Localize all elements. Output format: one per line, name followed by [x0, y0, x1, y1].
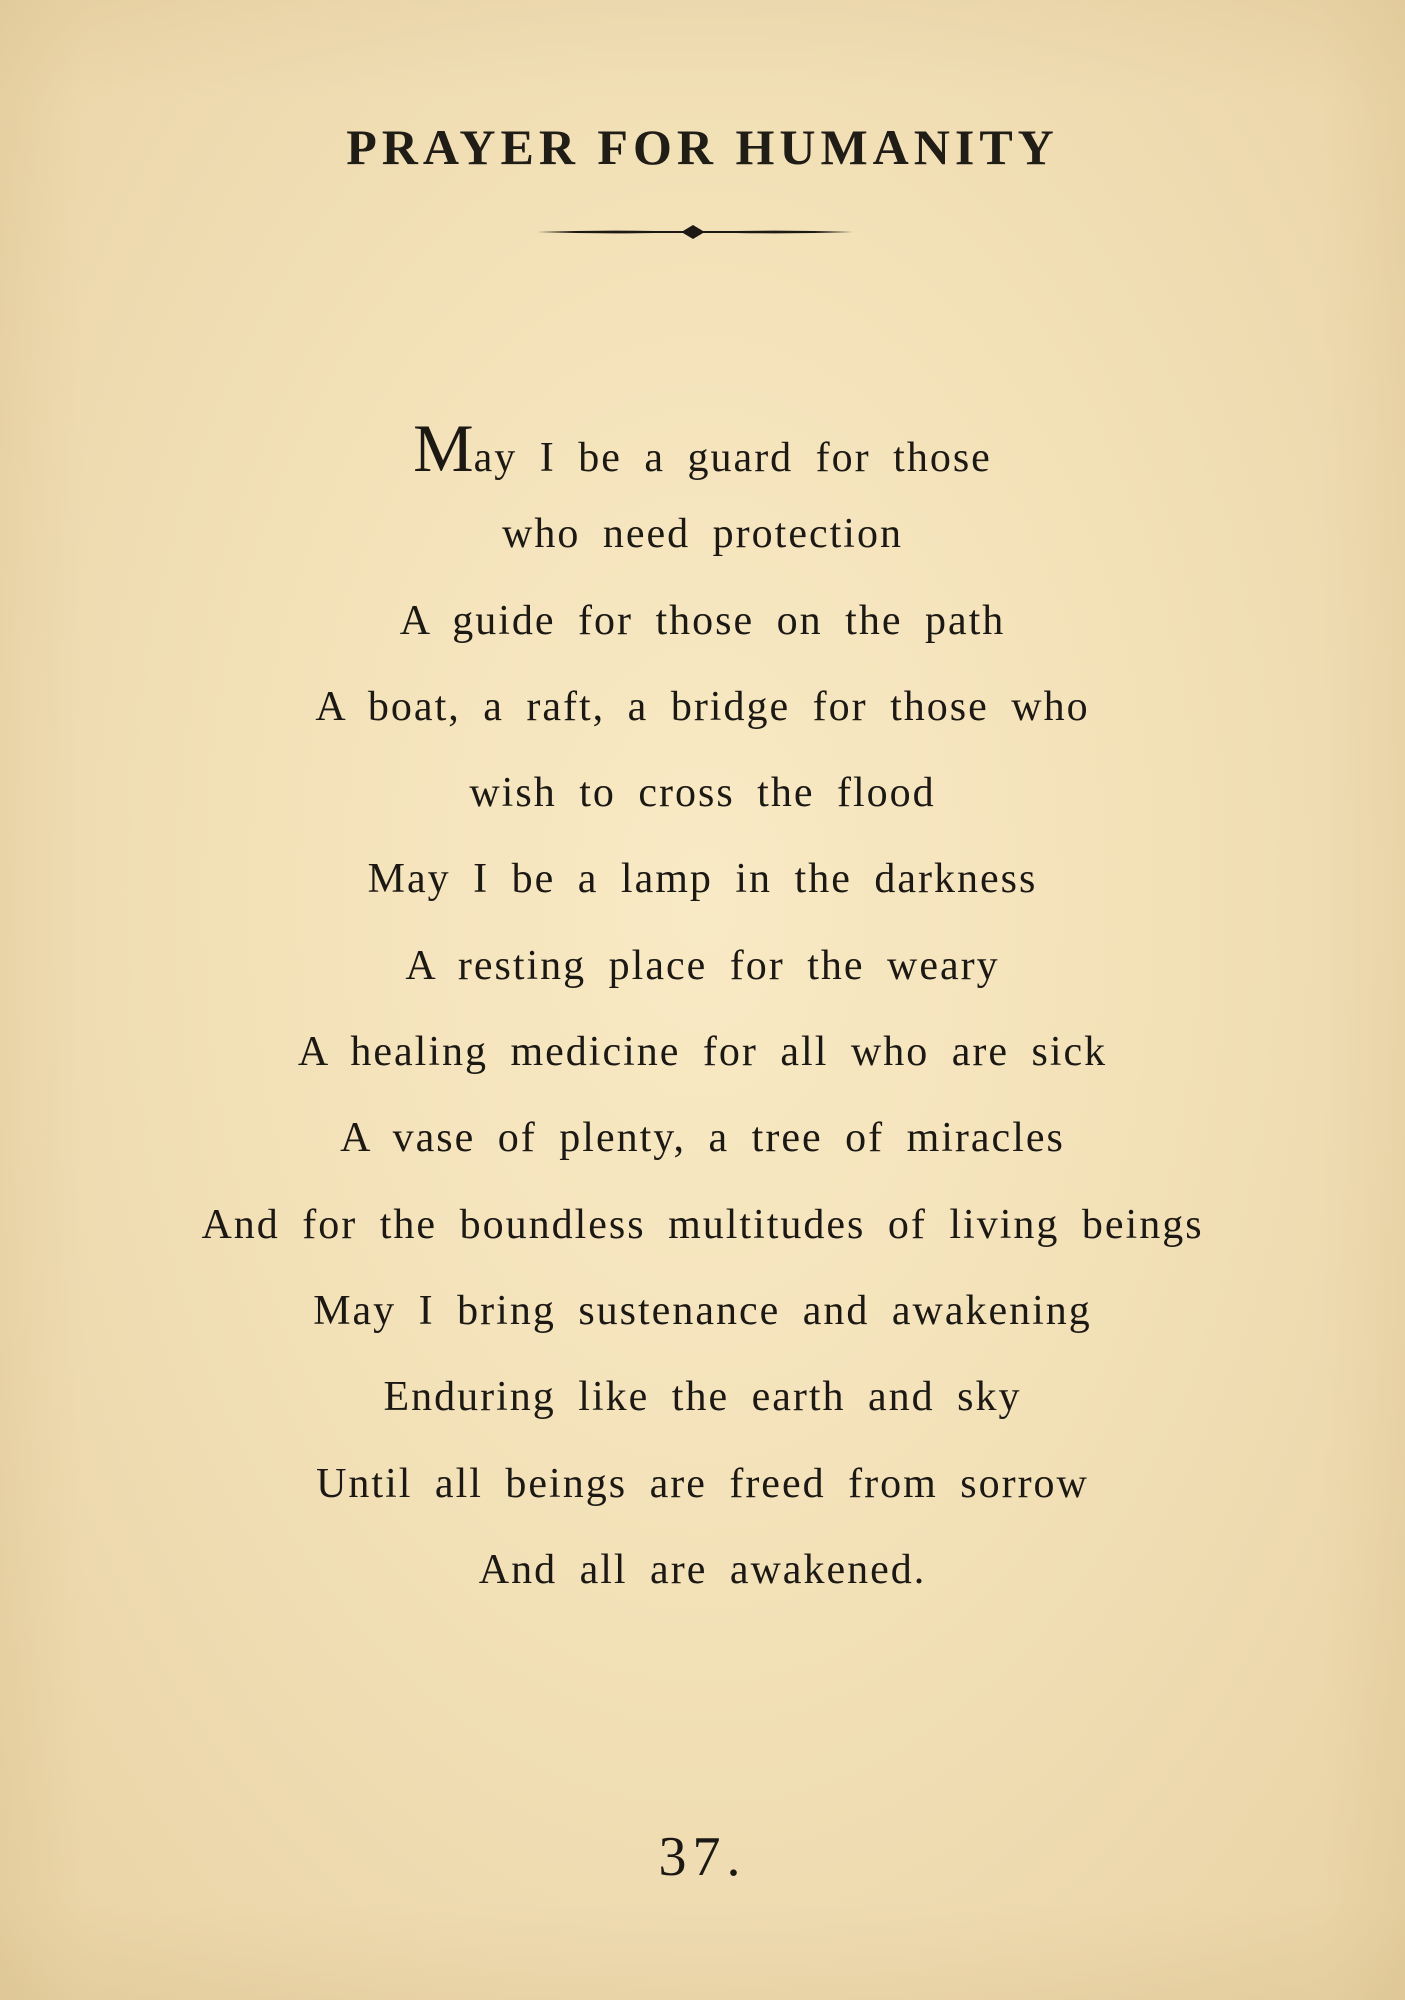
- poem-line: A boat, a raft, a bridge for those who: [315, 683, 1090, 730]
- poem-line: May I be a lamp in the darkness: [367, 856, 1038, 903]
- page-title: PRAYER FOR HUMANITY: [346, 119, 1059, 175]
- poem-line: who need protection: [502, 511, 903, 558]
- poem-line: A vase of plenty, a tree of miracles: [340, 1115, 1065, 1162]
- poem-body: [0, 405, 1405, 1613]
- poem-line: And all are awakened.: [478, 1546, 927, 1593]
- poem-line: May I bring sustenance and awakening: [313, 1287, 1092, 1334]
- poem-line-text: ay I be a guard for those: [473, 435, 992, 481]
- poem-line: [0, 405, 1405, 491]
- poem-line: A resting place for the weary: [405, 942, 1000, 989]
- drop-cap: M: [413, 410, 474, 486]
- poem-line: And for the boundless multitudes of living beings: [201, 1201, 1204, 1248]
- poem-line: A healing medicine for all who are sick: [297, 1029, 1108, 1076]
- page-number: 37.: [658, 1826, 747, 1888]
- poem-line: wish to cross the flood: [469, 770, 936, 817]
- poem-line: Until all beings are freed from sorrow: [316, 1460, 1089, 1507]
- poem-line: A guide for those on the path: [399, 597, 1006, 644]
- poem-line: Enduring like the earth and sky: [383, 1374, 1022, 1421]
- divider-ornament-icon: [535, 217, 855, 247]
